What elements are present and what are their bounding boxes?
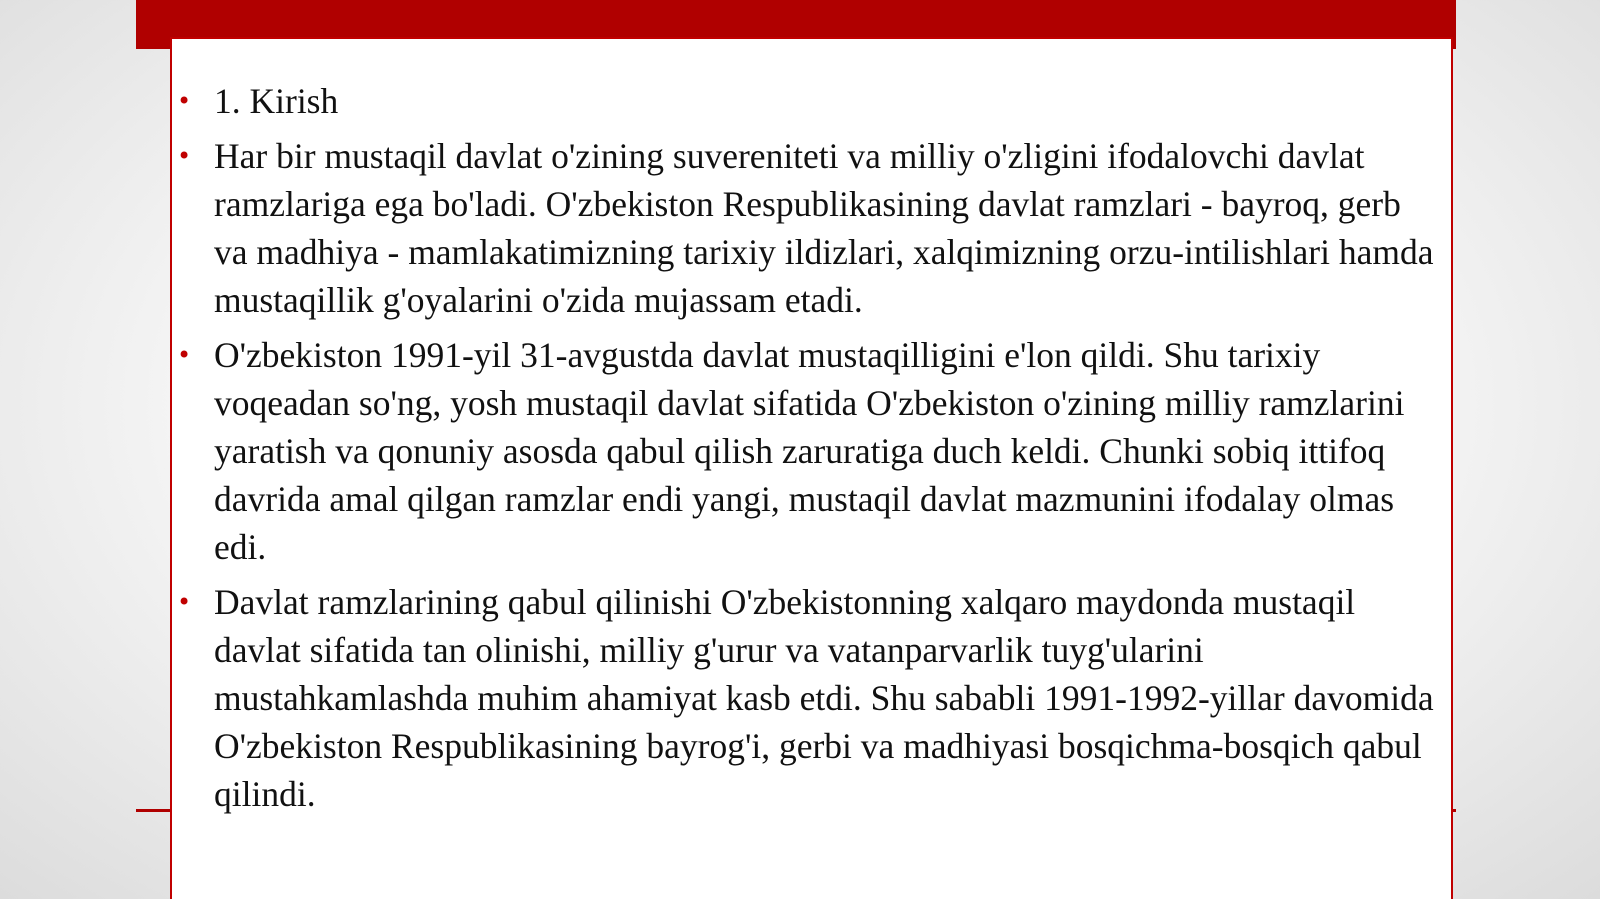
- bullet-dot-icon: •: [177, 341, 192, 369]
- bullet-list: [177, 77, 1439, 825]
- bullet-dot-icon: •: [177, 87, 192, 115]
- list-item: [177, 578, 1439, 818]
- list-item: [177, 77, 1439, 125]
- bullet-dot-icon: •: [177, 142, 192, 170]
- bullet-dot-icon: •: [177, 588, 192, 616]
- list-item: [177, 132, 1439, 324]
- bullet-text: 1. Kirish: [214, 81, 339, 121]
- slide-content-box: [170, 37, 1453, 899]
- bullet-text: Har bir mustaqil davlat o'zining suvereniteti va milliy o'zligini ifodalovchi davlat ramzlariga ega bo'ladi. O'zbekiston Respublikasining davlat ramzlari - bayroq, gerb va madhiya - mamlakatimizning tarixiy ildizlari, xalqimizning orzu-intilishlari hamda mustaqillik g'oyalarini o'zida mujassam etadi.: [214, 136, 1434, 320]
- bullet-text: Davlat ramzlarining qabul qilinishi O'zbekistonning xalqaro maydonda mustaqil davlat sifatida tan olinishi, milliy g'urur va vatanparvarlik tuyg'ularini mustahkamlashda muhim ahamiyat kasb etdi. Shu sababli 1991-1992-yillar davomida O'zbekiston Respublikasining bayrog'i, gerbi va madhiyasi bosqichma-bosqich qabul qilindi.: [214, 582, 1434, 814]
- list-item: [177, 331, 1439, 571]
- bullet-text: O'zbekiston 1991-yil 31-avgustda davlat mustaqilligini e'lon qildi. Shu tarixiy voqeadan so'ng, yosh mustaqil davlat sifatida O'zbekiston o'zining milliy ramzlarini yaratish va qonuniy asosda qabul qilish zaruratiga duch keldi. Chunki sobiq ittifoq davrida amal qilgan ramzlar endi yangi, mustaqil davlat mazmunini ifodalay olmas edi.: [214, 335, 1405, 567]
- frame-accent-line-left: [136, 809, 172, 812]
